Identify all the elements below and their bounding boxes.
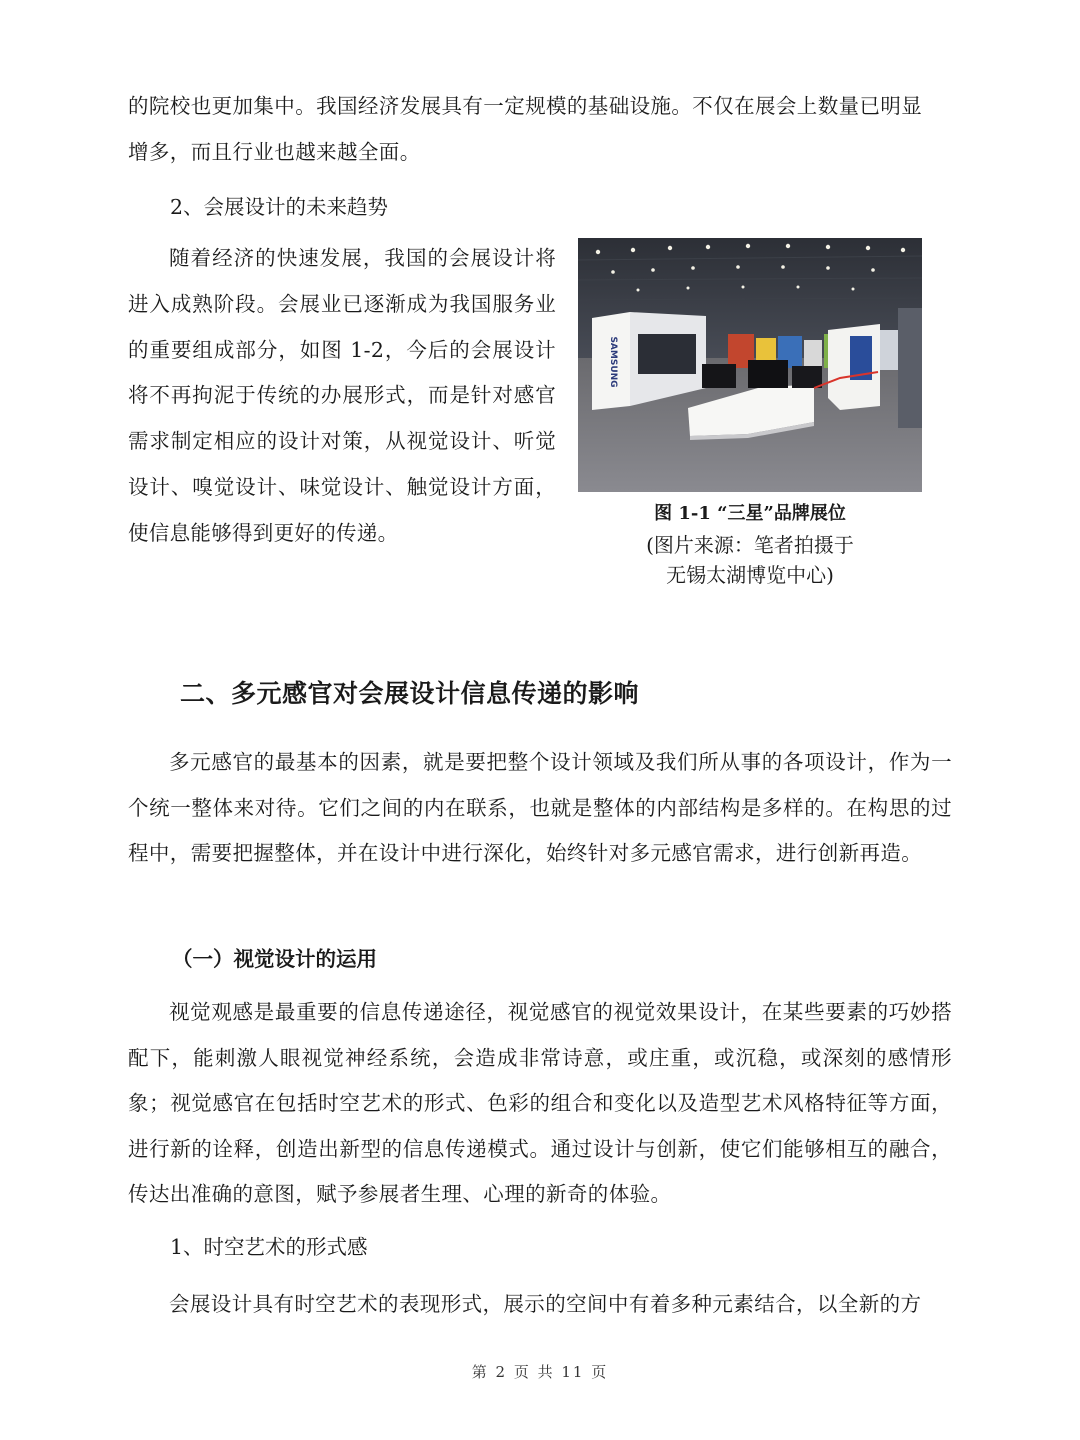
booth-photo-illustration — [578, 238, 922, 492]
section-two-paragraph: 多元感官的最基本的因素，就是要把整个设计领域及我们所从事的各项设计，作为一个统一整体来对待。它们之间的内在联系，也就是整体的内部结构是多样的。在构思的过程中，需要把握整体，并在设计中进行深化，始终针对多元感官需求，进行创新再造。 — [128, 750, 952, 865]
booth-brand-label: SAMSUNG — [608, 336, 618, 388]
trend-paragraph: 随着经济的快速发展，我国的会展设计将进入成熟阶段。会展业已逐渐成为我国服务业的重要组成部分，如图 1-2，今后的会展设计将不再拘泥于传统的办展形式，而是针对感官需求制定相应的设计对策，从视觉设计、听觉设计、嗅觉设计、味觉设计、触觉设计方面，使信息能够得到更好的传递。 — [128, 246, 556, 545]
intro-line-2: 增多，而且行业也越来越全面。 — [128, 139, 421, 164]
hall-pillar — [898, 308, 922, 428]
subheading-visual-design: （一）视觉设计的运用 — [172, 947, 377, 971]
tv-display-1 — [702, 364, 736, 388]
section-two-heading: 二、多元感官对会展设计信息传递的影响 — [180, 679, 640, 708]
heading-spacetime-form: 1、时空艺术的形式感 — [170, 1235, 368, 1259]
figure-caption-title: 图 1-1 “三星”品牌展位 — [654, 503, 846, 524]
intro-paragraph — [128, 84, 952, 175]
figure-caption-source-line-1: (图片来源：笔者拍摄于 — [646, 533, 854, 557]
heading-future-trend: 2、会展设计的未来趋势 — [170, 195, 389, 219]
visual-design-paragraph: 视觉观感是最重要的信息传递途径，视觉感官的视觉效果设计，在某些要素的巧妙搭配下，能刺激人眼视觉神经系统，会造成非常诗意，或庄重，或沉稳，或深刻的感情形象；视觉感官在包括时空艺术的形式、色彩的组合和变化以及造型艺术风格特征等方面，进行新的诠释，创造出新型的信息传递模式。通过设计与创新，使它们能够相互的融合，传达出准确的意图，赋予参展者生理、心理的新奇的体验。 — [128, 1000, 952, 1206]
figure-caption-source-line-2: 无锡太湖博览中心) — [666, 563, 834, 587]
booth-display-window — [638, 334, 696, 374]
page-footer: 第 2 页 共 11 页 — [471, 1363, 609, 1381]
intro-line-1: 的院校也更加集中。我国经济发展具有一定规模的基础设施。不仅在展会上数量已明显 — [128, 94, 923, 118]
figure-caption-source — [578, 530, 922, 590]
tv-display-3 — [792, 366, 822, 388]
booth-photo — [578, 238, 922, 492]
spacetime-paragraph: 会展设计具有时空艺术的表现形式，展示的空间中有着多种元素结合，以全新的方 — [169, 1292, 922, 1316]
tv-display-2 — [748, 360, 788, 388]
